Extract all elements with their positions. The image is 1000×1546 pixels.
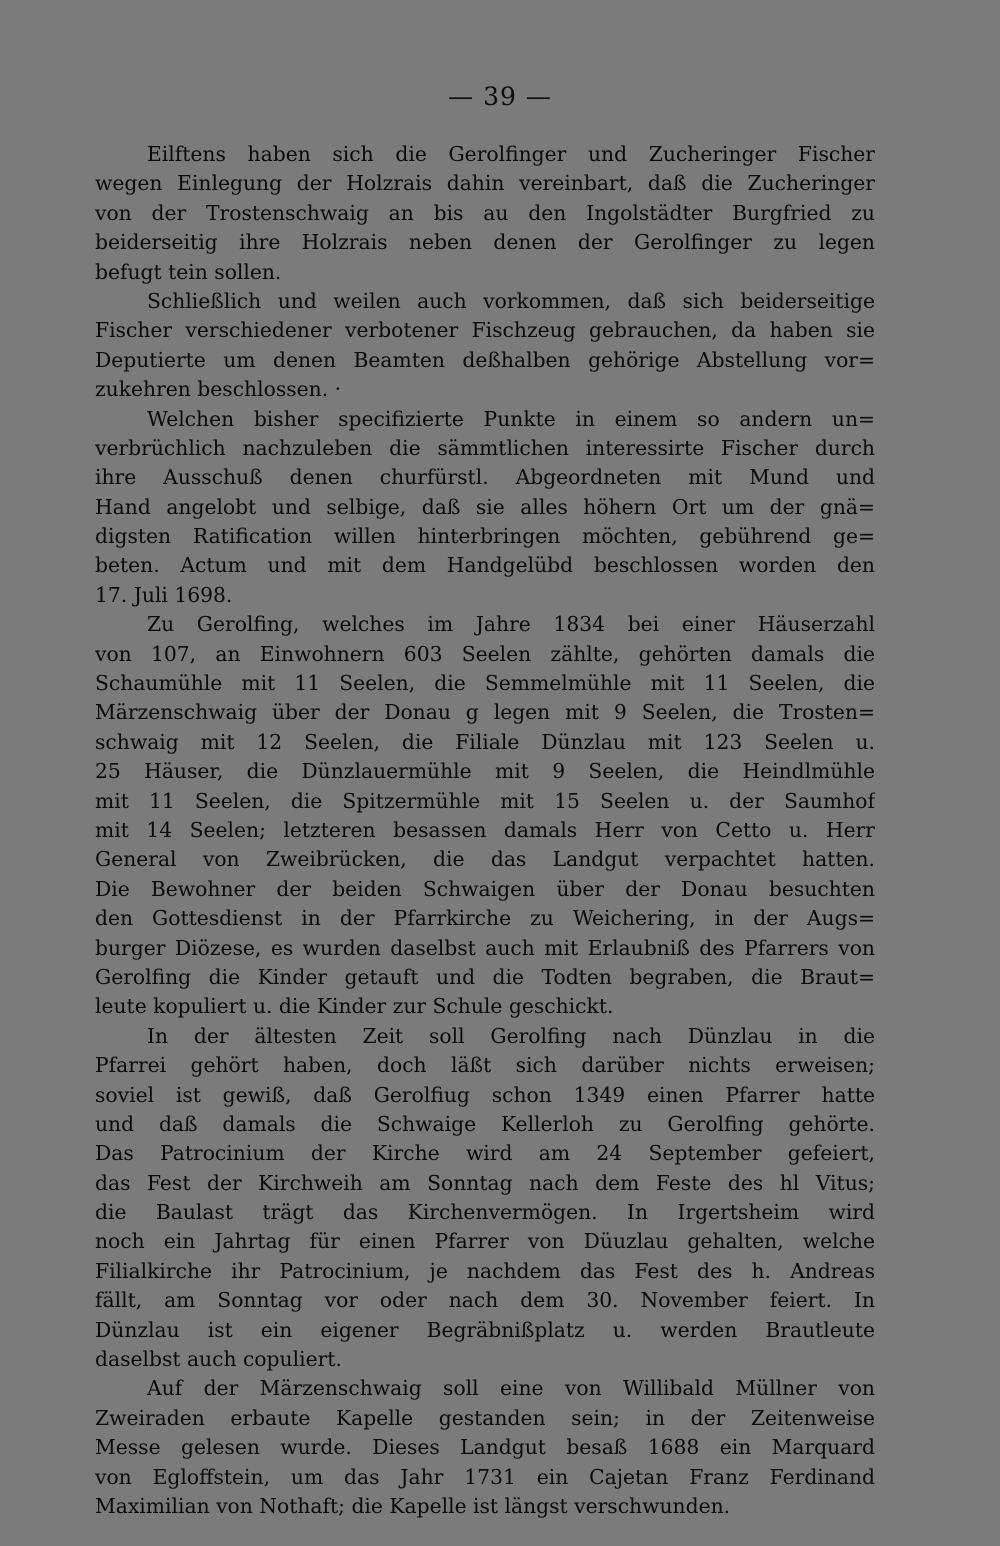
text-line: Gerolfing die Kinder getauft und die Todten begraben, die Braut= [95,964,875,989]
text-line: daselbst auch copuliert. [95,1347,342,1372]
text-line: Schließlich und weilen auch vorkommen, daß sich beiderseitige [147,288,875,313]
paragraph [95,1374,875,1521]
text-line: Eilftens haben sich die Gerolfinger und Zucheringer Fischer [147,142,875,166]
text-line: Die Bewohner der beiden Schwaigen über der Donau besuchten [95,876,875,901]
text-line: 17. Juli 1698. [95,582,233,607]
text-line: Dünzlau ist ein eigener Begräbnißplatz u. werden Brautleute [95,1317,875,1342]
text-line: schwaig mit 12 Seelen, die Filiale Dünzlau mit 123 Seelen u. [95,729,875,754]
page-number: — 39 — [448,82,552,111]
text-line: verbrüchlich nachzuleben die sämmtlichen interessirte Fischer durch [95,435,875,460]
text-line: beiderseitig ihre Holzrais neben denen der Gerolfinger zu legen [95,230,875,255]
text-line: Deputierte um denen Beamten deßhalben gehörige Abstellung vor= [95,347,875,372]
text-line: Maximilian von Nothaft; die Kapelle ist längst verschwunden. [95,1493,731,1518]
text-line: fällt, am Sonntag vor oder nach dem 30. November feiert. In [95,1288,875,1313]
text-line: Welchen bisher specifizierte Punkte in einem so andern un= [147,406,875,431]
text-line: Zu Gerolfing, welches im Jahre 1834 bei einer Häuserzahl [147,612,875,637]
text-line: 25 Häuser, die Dünzlauermühle mit 9 Seelen, die Heindlmühle [95,759,875,784]
text-line: soviel ist gewiß, daß Gerolfiug schon 1349 einen Pfarrer hatte [95,1082,875,1107]
text-line: burger Diözese, es wurden daselbst auch mit Erlaubniß des Pfarrers von [95,935,875,960]
text-line: die Baulast trägt das Kirchenvermögen. In Irgertsheim wird [95,1200,875,1225]
text-line: Auf der Märzenschwaig soll eine von Willibald Müllner von [147,1376,875,1401]
text-line: beten. Actum und mit dem Handgelübd beschlossen worden den [95,553,875,578]
text-line: Hand angelobt und selbige, daß sie alles höhern Ort um der gnä= [95,494,875,519]
text-line: leute kopuliert u. die Kinder zur Schule geschickt. [95,994,614,1019]
text-line: befugt tein sollen. [95,259,282,284]
text-line: Märzenschwaig über der Donau g legen mit 9 Seelen, die Trosten= [95,700,875,725]
text-line: Fischer verschiedener verbotener Fischzeug gebrauchen, da haben sie [95,318,875,343]
text-line: von der Trostenschwaig an bis au den Ingolstädter Burgfried zu [95,200,875,225]
text-line: noch ein Jahrtag für einen Pfarrer von Düuzlau gehalten, welche [95,1229,875,1254]
text-line: den Gottesdienst in der Pfarrkirche zu Weichering, in der Augs= [95,906,875,931]
body-text [95,140,875,1521]
text-line: wegen Einlegung der Holzrais dahin vereinbart, daß die Zucheringer [95,171,875,196]
text-line: mit 11 Seelen, die Spitzermühle mit 15 Seelen u. der Saumhof [95,788,875,813]
text-line: Messe gelesen wurde. Dieses Landgut besaß 1688 ein Marquard [95,1435,875,1460]
text-line: das Fest der Kirchweih am Sonntag nach dem Feste des hl Vitus; [95,1170,875,1195]
text-line: und daß damals die Schwaige Kellerloh zu Gerolfing gehörte. [95,1111,875,1136]
paragraph [95,610,875,1021]
text-line: zukehren beschlossen. · [95,377,342,402]
text-line: Zweiraden erbaute Kapelle gestanden sein; in der Zeitenweise [95,1405,875,1430]
text-line: ihre Ausschuß denen churfürstl. Abgeordneten mit Mund und [95,465,875,490]
text-line: digsten Ratification willen hinterbringen möchten, gebührend ge= [95,524,875,549]
paragraph [95,405,875,611]
text-line: von Egloffstein, um das Jahr 1731 ein Cajetan Franz Ferdinand [95,1464,875,1489]
paragraph [95,140,875,287]
text-line: Pfarrei gehört haben, doch läßt sich darüber nichts erweisen; [95,1053,875,1078]
text-line: General von Zweibrücken, die das Landgut verpachtet hatten. [95,847,875,872]
text-line: Das Patrocinium der Kirche wird am 24 September gefeiert, [95,1141,875,1166]
text-line: In der ältesten Zeit soll Gerolfing nach Dünzlau in die [147,1023,875,1048]
text-line: Filialkirche ihr Patrocinium, je nachdem das Fest des h. Andreas [95,1258,875,1283]
paragraph [95,287,875,405]
text-line: von 107, an Einwohnern 603 Seelen zählte, gehörten damals die [95,641,875,666]
text-line: mit 14 Seelen; letzteren besassen damals Herr von Cetto u. Herr [95,817,875,842]
text-line: Schaumühle mit 11 Seelen, die Semmelmühle mit 11 Seelen, die [95,671,875,696]
paragraph [95,1022,875,1375]
